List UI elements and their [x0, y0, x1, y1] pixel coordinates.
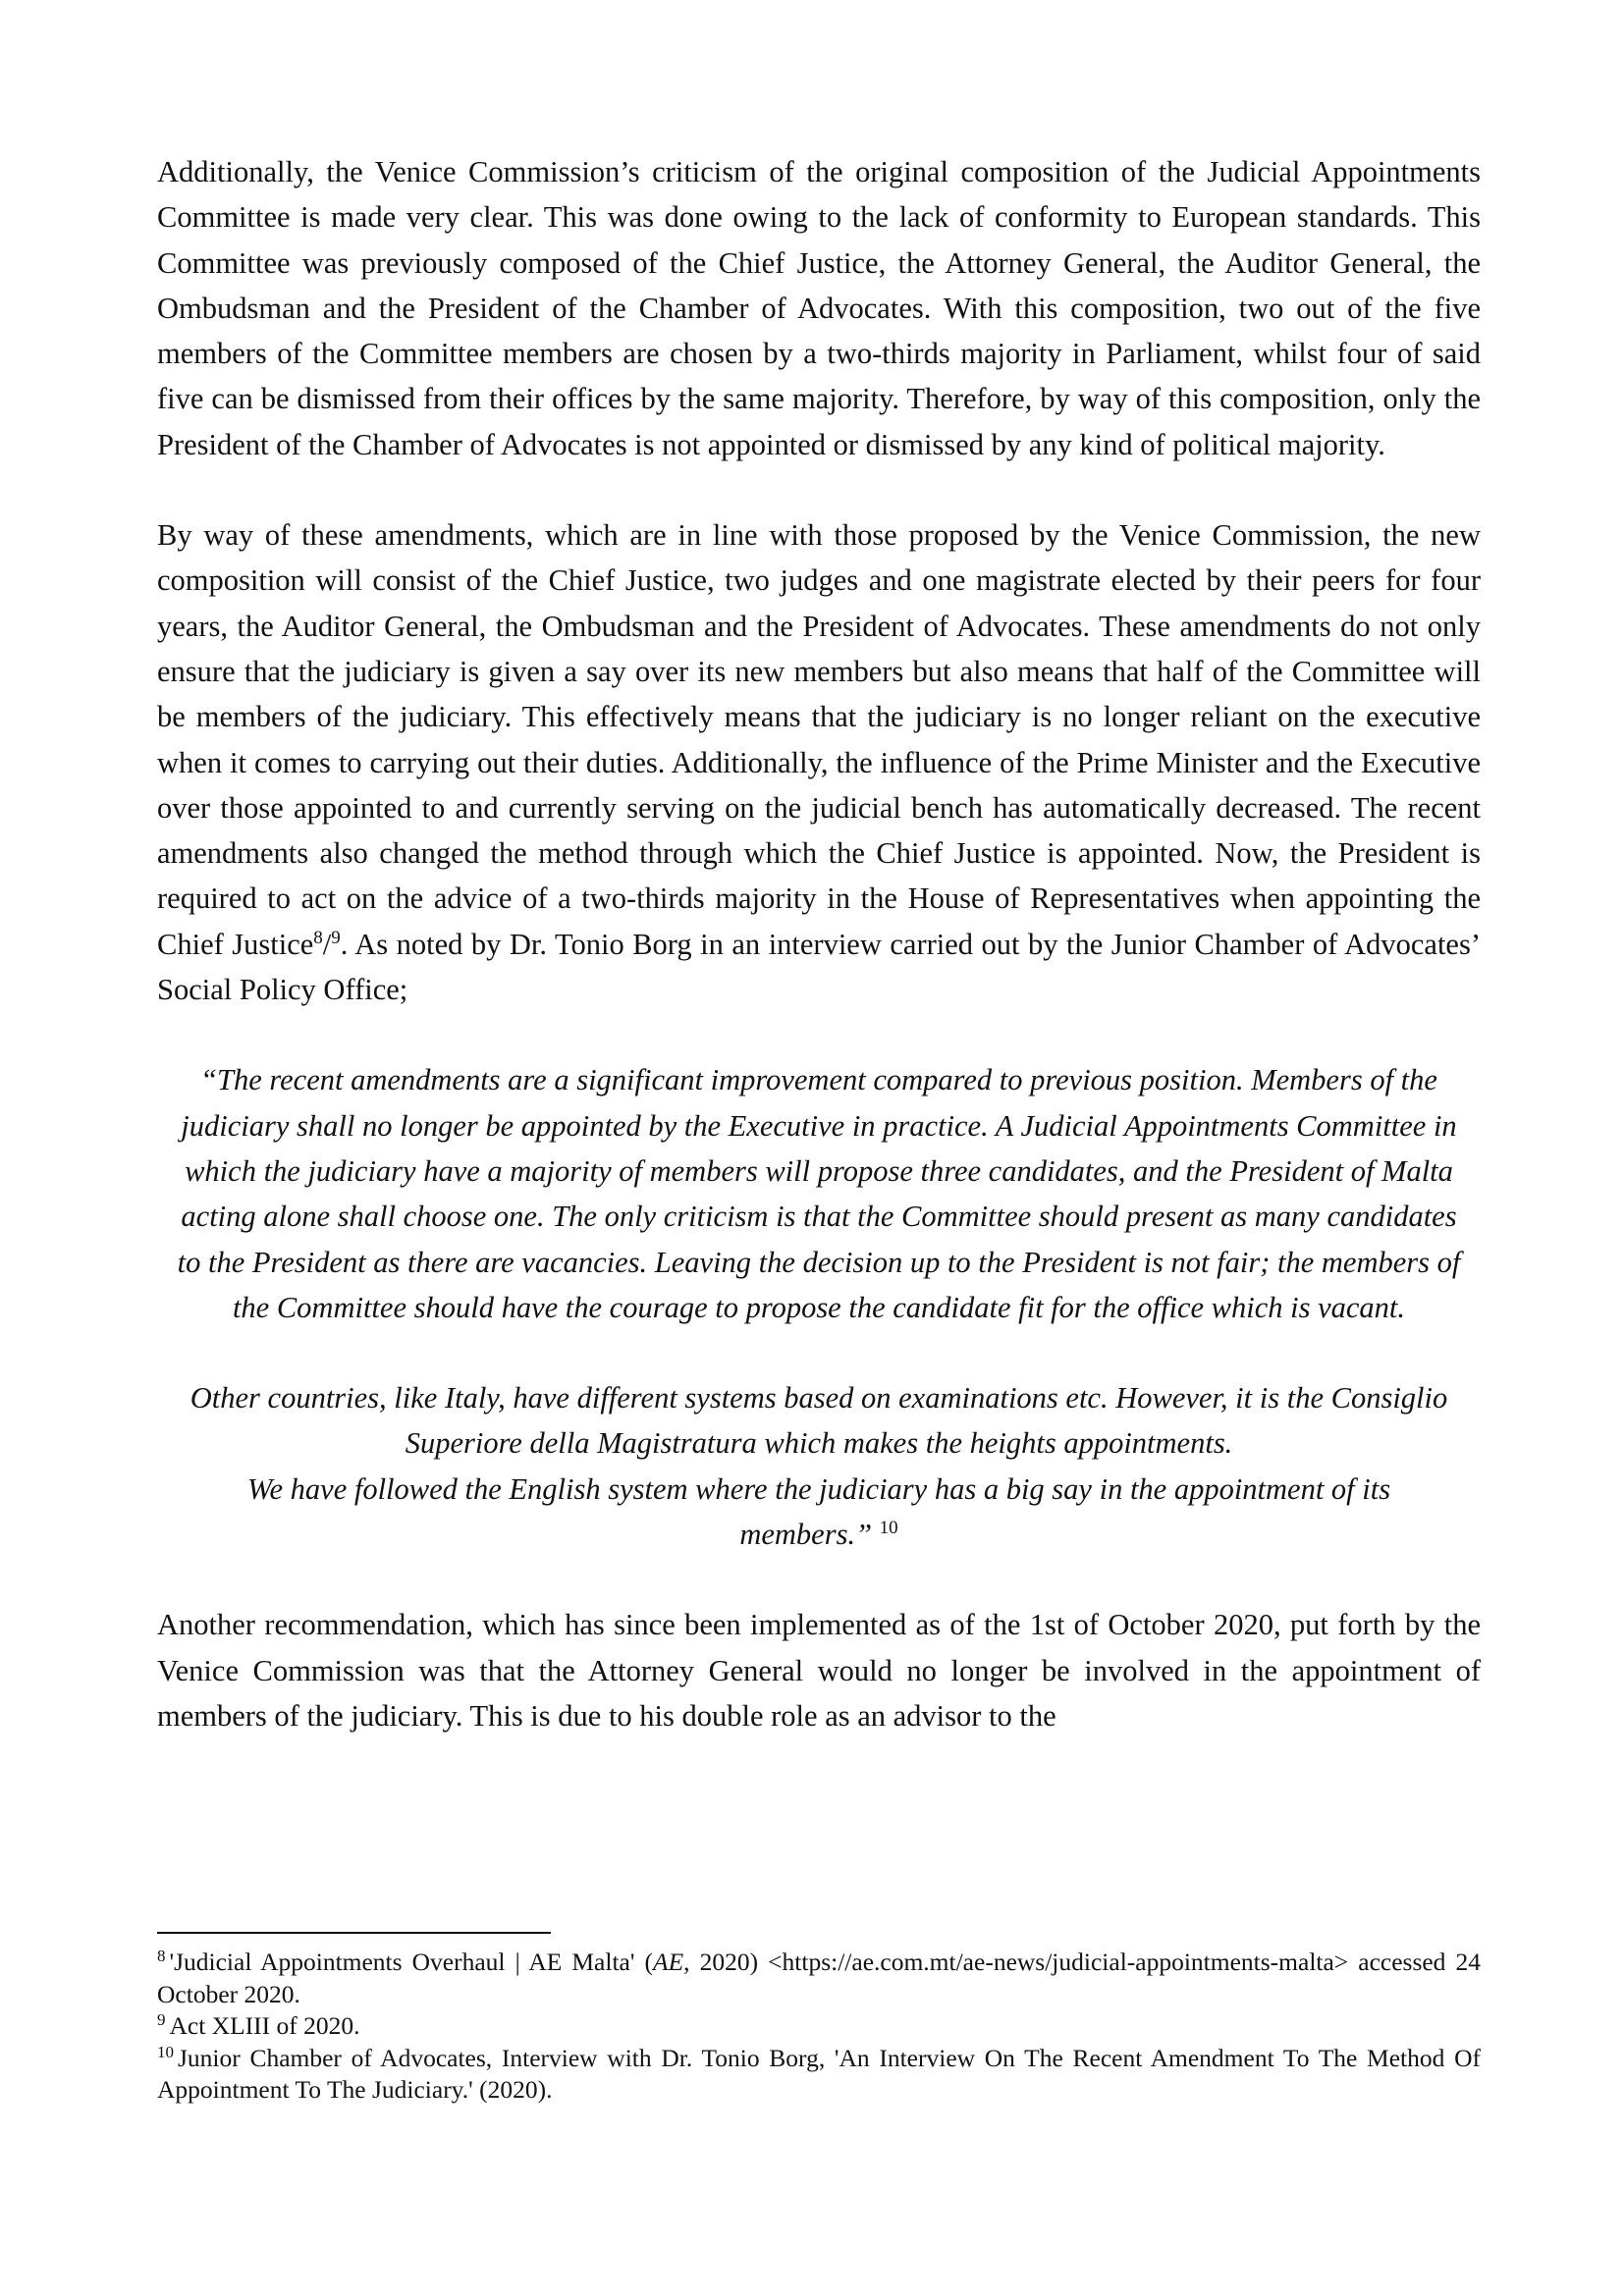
paragraph-attorney-general: Another recommendation, which has since been implemented as of the 1st of October 2020, put forth by the Venice Commission was that the Attorney General would no longer be involved in the appointment of members of the judiciary. This is due to his double role as an advisor to the — [157, 1608, 1481, 1733]
paragraph-new-composition — [157, 512, 1481, 1012]
footnote-10 — [157, 2043, 1481, 2107]
footnote-8 — [157, 1947, 1481, 2010]
document-page — [157, 149, 1481, 1738]
footnote-9 — [157, 2010, 1481, 2043]
footnote-text: 'Judicial Appointments Overhaul | AE Malta' ( — [169, 1948, 654, 1976]
footnote-separator-rule — [157, 1932, 551, 1934]
paragraph-committee-criticism: Additionally, the Venice Commission’s criticism of the original composition of the Judicial Appointments Committee is made very clear. This was done owing to the lack of conformity to European standards. This Committee was previously composed of the Chief Justice, the Attorney General, the Auditor General, the Ombudsman and the President of the Chamber of Advocates. With this composition, two out of the five members of the Committee members are chosen by a two-thirds majority in Parliament, whilst four of said five can be dismissed from their offices by the same majority. Therefore, by way of this composition, only the President of the Chamber of Advocates is not appointed or dismissed by any kind of political majority. — [157, 155, 1481, 461]
footnote-reference-9[interactable]: 9 — [331, 927, 341, 948]
paragraph-text: . As noted by Dr. Tonio Borg in an interview carried out by the Junior Chamber of Advocates’ Social Policy Office; — [157, 927, 1481, 1007]
quote-paragraph — [167, 1375, 1471, 1557]
footnote-number: 10 — [157, 2042, 174, 2061]
quote-line — [167, 1467, 1471, 1558]
footnote-reference-10[interactable]: 10 — [879, 1517, 898, 1538]
footnote-italic-source: AE — [653, 1948, 684, 1976]
footnote-number: 9 — [157, 2010, 166, 2029]
footnote-reference-separator: / — [322, 927, 332, 961]
footnote-text: , 2020) <https://ae.com.mt/ae-news/judicial-appointments-malta> accessed 24 October 2020. — [157, 1948, 1481, 2008]
footnotes — [157, 1947, 1481, 2107]
footnote-text: Act XLIII of 2020. — [169, 2011, 360, 2040]
paragraph-text: By way of these amendments, which are in line with those proposed by the Venice Commission, the new composition will consist of the Chief Justice, two judges and one magistrate elected by their peers for four years, the Auditor General, the Ombudsman and the President of Advocates. These amendments do not only ensure that the judiciary is given a say over its new members but also means that half of the Committee will be members of the judiciary. This effectively means that the judiciary is no longer reliant on the executive when it comes to carrying out their duties. Additionally, the influence of the Prime Minister and the Executive over those appointed to and currently serving on the judicial bench has automatically decreased. The recent amendments also changed the method through which the Chief Justice is appointed. Now, the President is required to act on the advice of a two-thirds majority in the House of Representatives when appointing the Chief Justice — [157, 518, 1481, 961]
footnote-reference-8[interactable]: 8 — [313, 927, 323, 948]
footnote-text: Junior Chamber of Advocates, Interview with Dr. Tonio Borg, 'An Interview On The Recent Amendment To The Method Of Appointment To The Judiciary.' (2020). — [157, 2043, 1481, 2104]
footnote-number: 8 — [157, 1947, 166, 1965]
quote-line-text: We have followed the English system where the judiciary has a big say in the appointment of its members.” — [246, 1471, 1391, 1552]
block-quote — [167, 1057, 1471, 1557]
quote-paragraph: “The recent amendments are a significant improvement compared to previous position. Members of the judiciary shall no longer be appointed by the Executive in practice. A Judicial Appointments Committee in which the judiciary have a majority of members will propose three candidates, and the President of Malta acting alone shall choose one. The only criticism is that the Committee should present as many candidates to the President as there are vacancies. Leaving the decision up to the President is not fair; the members of the Committee should have the courage to propose the candidate fit for the office which is vacant. — [177, 1063, 1461, 1324]
quote-line: Other countries, like Italy, have different systems based on examinations etc. However, it is the Consiglio Superiore della Magistratura which makes the heights appointments. — [189, 1381, 1448, 1461]
